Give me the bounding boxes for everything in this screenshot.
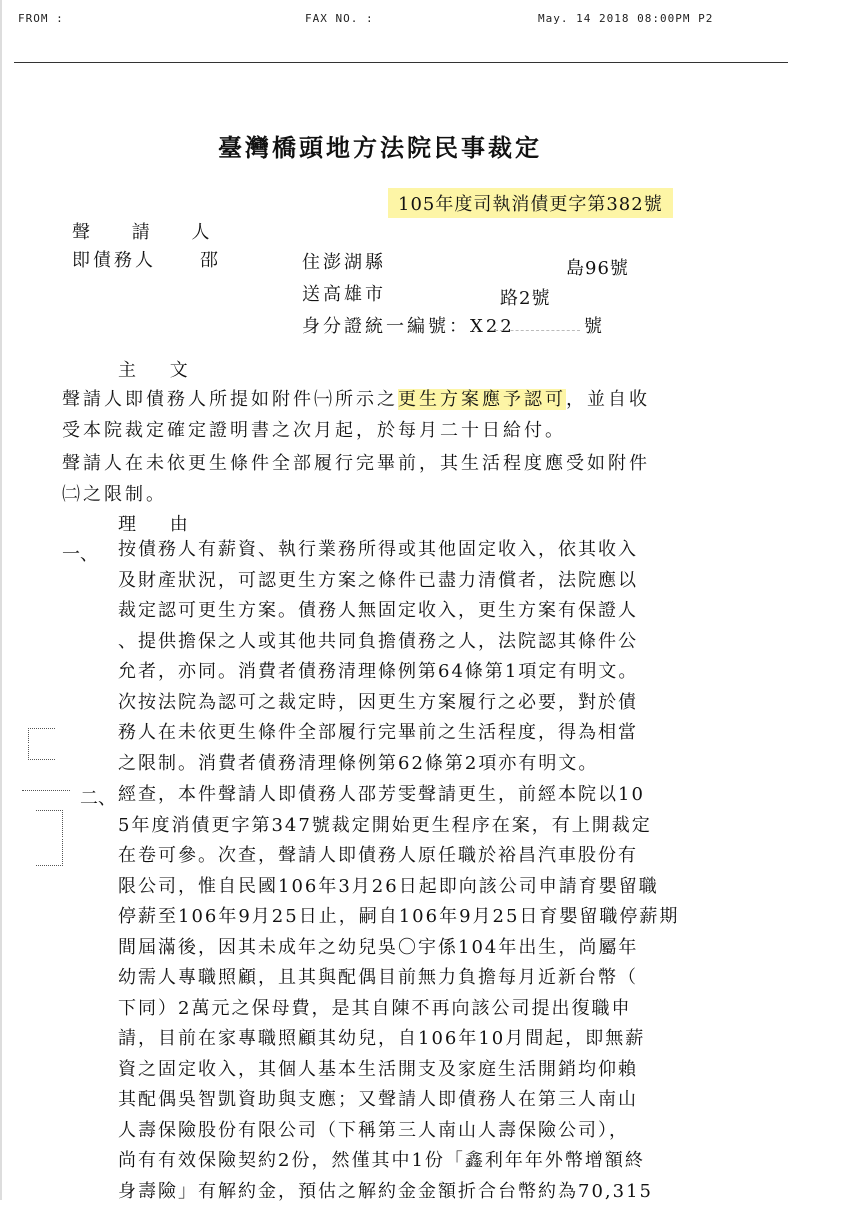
id-number-label: 身分證統一編號：X22	[302, 312, 515, 338]
address-2: 送高雄市	[302, 280, 386, 306]
text-line: 裁定認可更生方案。債務人無固定收入，更生方案有保證人	[118, 596, 698, 627]
debtor-label: 即債務人	[72, 246, 156, 272]
address-2-tail: 路2號	[500, 284, 550, 310]
fax-from-label: FROM :	[18, 12, 64, 25]
reason-1-paragraph	[118, 535, 698, 779]
reason-2-paragraph	[118, 780, 698, 1207]
text-line: 按債務人有薪資、執行業務所得或其他固定收入，依其收入	[118, 535, 698, 566]
address-1: 住澎湖縣	[302, 248, 386, 274]
main-text-highlight: 更生方案應予認可	[398, 389, 566, 410]
text-line: 人壽保險股份有限公司（下稱第三人南山人壽保險公司），	[118, 1116, 698, 1147]
text-line: 間屆滿後，因其未成年之幼兒吳〇宇係104年出生，尚屬年	[118, 933, 698, 964]
text-line: 允者，亦同。消費者債務清理條例第64條第1項定有明文。	[118, 657, 698, 688]
document-title: 臺灣橋頭地方法院民事裁定	[0, 128, 760, 163]
petitioner-label: 聲 請 人	[72, 218, 227, 244]
text-line: 停薪至106年9月25日止，嗣自106年9月25日育嬰留職停薪期	[118, 902, 698, 933]
text-line: 及財產狀況，可認更生方案之條件已盡力清償者，法院應以	[118, 566, 698, 597]
text-line: 限公司，惟自民國106年3月26日起即向該公司申請育嬰留職	[118, 872, 698, 903]
address-1-tail: 島96號	[566, 254, 629, 280]
text-line: 務人在未依更生條件全部履行完畢前之生活程度，得為相當	[118, 718, 698, 749]
text-line: 其配偶吳智凱資助與支應；又聲請人即債務人在第三人南山	[118, 1085, 698, 1116]
id-number-tail: 號	[584, 312, 605, 338]
redaction-mark	[490, 330, 580, 331]
text-line: 幼需人專職照顧，且其與配偶目前無力負擔每月近新台幣（	[118, 963, 698, 994]
text-line: 、提供擔保之人或其他共同負擔債務之人，法院認其條件公	[118, 627, 698, 658]
fax-header-rule	[14, 62, 788, 63]
main-text-line-3: 聲請人在未依更生條件全部履行完畢前，其生活程度應受如附件	[62, 448, 650, 479]
text-line: 身壽險」有解約金，預估之解約金金額折合台幣約為70,315	[118, 1177, 698, 1207]
main-text-line-1-post: ，並自收	[566, 389, 650, 410]
text-line: 下同）2萬元之保母費，是其自陳不再向該公司提出復職申	[118, 994, 698, 1025]
main-text-line-2: 受本院裁定確定證明書之次月起，於每月二十日給付。	[62, 415, 566, 446]
reason-2-number: 二、	[80, 784, 116, 810]
seam-marks	[22, 790, 52, 792]
fax-header	[0, 0, 848, 66]
fax-number-label: FAX NO. :	[305, 12, 374, 25]
text-line: 5年度消債更字第347號裁定開始更生程序在案，有上開裁定	[118, 811, 698, 842]
text-line: 在卷可參。次查，聲請人即債務人原任職於裕昌汽車股份有	[118, 841, 698, 872]
reason-1-number: 一、	[62, 540, 98, 566]
seam-marks	[28, 728, 58, 760]
reasons-heading: 理 由	[118, 510, 202, 536]
text-line: 之限制。消費者債務清理條例第62條第2項亦有明文。	[118, 749, 698, 780]
seam-marks	[36, 810, 66, 866]
case-number: 105年度司執消債更字第382號	[388, 188, 673, 218]
main-text-line-1	[62, 384, 650, 415]
text-line: 次按法院為認可之裁定時，因更生方案履行之必要，對於債	[118, 688, 698, 719]
main-text-line-4: ㈡之限制。	[62, 479, 167, 510]
main-text-heading: 主 文	[118, 356, 202, 382]
fax-timestamp: May. 14 2018 08:00PM P2	[538, 12, 713, 25]
text-line: 經查，本件聲請人即債務人邵芳雯聲請更生，前經本院以10	[118, 780, 698, 811]
main-text-line-1-pre: 聲請人即債務人所提如附件㈠所示之	[62, 389, 398, 410]
text-line: 請，目前在家專職照顧其幼兒，自106年10月間起，即無薪	[118, 1024, 698, 1055]
text-line: 資之固定收入，其個人基本生活開支及家庭生活開銷均仰賴	[118, 1055, 698, 1086]
page-edge	[0, 0, 2, 1200]
text-line: 尚有有效保險契約2份，然僅其中1份「鑫利年年外幣增額終	[118, 1146, 698, 1177]
debtor-name: 邵	[200, 246, 221, 272]
